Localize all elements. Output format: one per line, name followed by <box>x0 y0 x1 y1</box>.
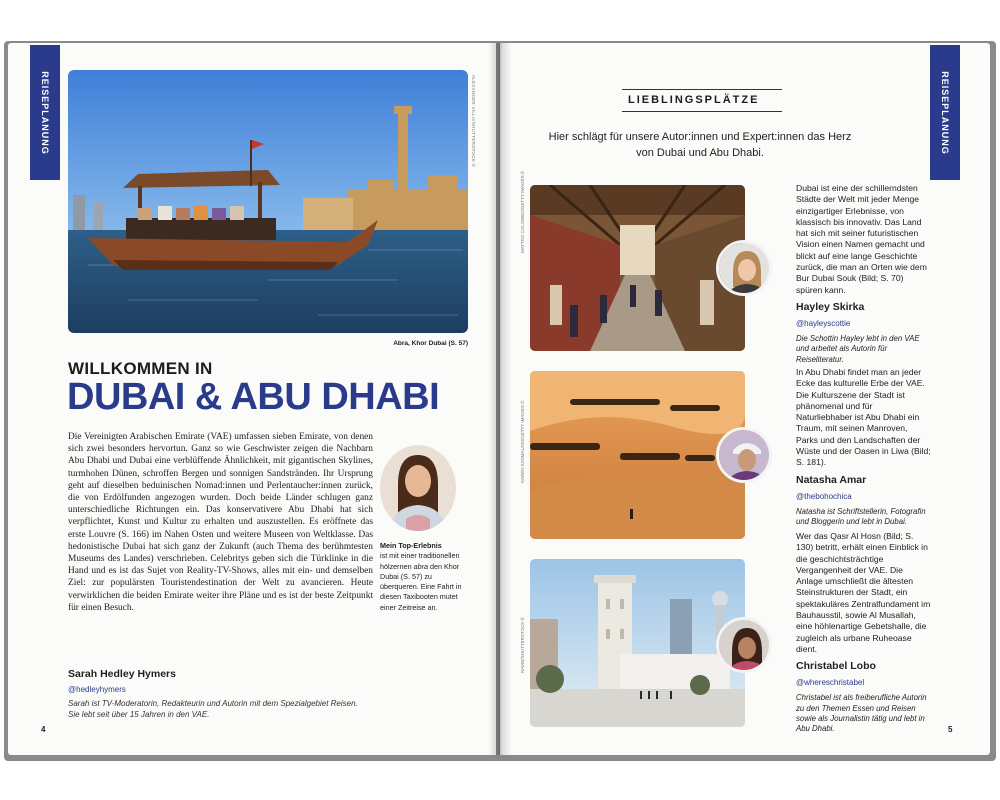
entry-name: Christabel Lobo <box>796 660 876 673</box>
top-experience-text-em: abra <box>413 561 428 571</box>
entry-bio: Christabel ist als freiberufliche Autorin zu den Themen Essen und Reisen sowie als Journalistin tätig und lebt in Abu Dhabi. <box>796 693 927 734</box>
hero-photo-abra-boat <box>68 70 468 333</box>
photo-credit-2: KAREN KASMAUSKI/GETTY IMAGES © <box>520 400 525 483</box>
entry-handle[interactable]: @thebohochica <box>796 491 852 501</box>
photo-credit-3: NAVIN/SHUTTERSTOCK © <box>520 617 525 673</box>
top-experience-box <box>380 541 472 613</box>
entry-natasha <box>796 367 931 527</box>
author-handle[interactable]: @hedleyhymers <box>68 685 126 694</box>
avatar-natasha <box>716 427 772 483</box>
photo-credit-1: MATTEO COLOMBO/GETTY IMAGES © <box>520 170 525 253</box>
entry-christabel <box>796 531 931 734</box>
entry-text: Wer das Qasr Al Hosn (Bild; S. 130) betritt, erhält einen Einblick in die geschichtsträchtige Vergangenheit der VAE. Die Anlage umschließt die ältesten Steinstrukturen der Stadt, ein spektakuläres Zentralfundament im Bauhausstil, sowie Al Musallah, eine höhlenartige Gebetshalle, die zugleich als urbane Ruheoase dient. <box>796 531 931 654</box>
book-gutter <box>488 43 512 755</box>
entry-name: Natasha Amar <box>796 473 867 486</box>
section-title: LIEBLINGSPLÄTZE <box>628 94 760 106</box>
page-kicker: WILLKOMMEN IN <box>68 359 213 378</box>
hero-caption: Abra, Khor Dubai (S. 57) <box>393 340 468 347</box>
photo-qasr-al-hosn <box>530 559 745 727</box>
section-tab-left: REISEPLANUNG <box>30 45 60 180</box>
top-experience-heading: Mein Top-Erlebnis <box>380 541 442 550</box>
section-subtitle: Hier schlägt für unsere Autor:innen und Expert:innen das Herz von Dubai und Abu Dhabi. <box>548 131 852 159</box>
section-tab-right: REISEPLANUNG <box>930 45 960 180</box>
photo-liwa-desert <box>530 371 745 539</box>
top-experience-text-1: ist mit einer traditionellen hölzernen <box>380 551 460 571</box>
entry-bio: Natasha ist Schriftstellerin, Fotografin und Bloggerin und lebt in Dubai. <box>796 506 926 526</box>
title-rule-top <box>622 89 782 90</box>
entry-name: Hayley Skirka <box>796 300 865 313</box>
right-page <box>500 43 990 755</box>
author-bio: Sarah ist TV-Moderatorin, Redakteurin und Autorin mit dem Spezialgebiet Reisen. Sie lebt seit über 15 Jahren in den VAE. <box>68 699 358 719</box>
title-rule-bottom <box>622 111 782 112</box>
author-block <box>68 668 368 720</box>
photo-bur-dubai-souk <box>530 185 745 351</box>
intro-paragraph: Die Vereinigten Arabischen Emirate (VAE) umfassen sieben Emirate, von denen sich zwei besonders hervortun. Ganz so wie Geschwister zeigen die Nachbarn Abu Dhabi und Dubai eine verblüffende Ähnlichkeit, mit gigantischen Skylines, turmhohen Dünen, schroffen Bergen und sonnigen Sandstränden. Ihr Ursprung geht auf dieselben beduinischen Nomad:innen und Perlentaucher:innen zurück, die von Erdölfunden angezogen wurden. Doch beide Länder schlugen ganz unterschiedliche Richtungen ein. Das konservativere Abu Dhabi hat sich verpflichtet, Kunst und Kultur zu erhalten und auszustellen. Es eröffnete das erste Louvre (S. 166) im Nahen Osten und weitere Museen von Weltklasse. Das hedonistische Dubai hat sich ganz der Zukunft (auch Thema des berühmtesten Museums des Landes) verschrieben. Celebritys geben sich die Türklinke in die Hand und es ist das Sujet von Reality-TV-Shows, alles mit ein- und demselben Ziel: zur populärsten Touristendestination der Welt zu avancieren. Heute verwirklichen die beiden Emirate weiter ihre Pläne und es ist der beste Zeitpunkt für einen Besuch. <box>68 432 373 613</box>
entry-text: Dubai ist eine der schillerndsten Städte der Welt mit jeder Menge einzigartiger Erlebnisse, von klassisch bis innovativ. Das Land hat sich mit seiner futuristischen Vision einen Namen gemacht und blickt auf eine lange Geschichte zurück, die man an Orten wie dem Bur Dubai Souk (Bild; S. 70) spüren kann. <box>796 183 927 295</box>
entry-text: In Abu Dhabi findet man an jeder Ecke das kulturelle Erbe der VAE. Die Kulturszene der Stadt ist phänomenal und für Naturliebhaber ist Abu Dhabi ein Traum, mit seinen Manroven, Parks und den Landschaften der Wüste und der Oasen in Liwa (Bild; S. 181). <box>796 367 931 468</box>
page-number-right: 5 <box>948 725 953 734</box>
page-title: DUBAI & ABU DHABI <box>67 376 440 418</box>
top-experience-text-2: den Khor Dubai (S. 57) zu überqueren. Eine Fahrt in diesen Taxibooten mutet einer Zeitreise an. <box>380 561 462 612</box>
entry-handle[interactable]: @hayleyscottie <box>796 318 851 328</box>
avatar-hayley <box>716 240 772 296</box>
page-number-left: 4 <box>41 725 46 734</box>
entry-bio: Die Schottin Hayley lebt in den VAE und arbeitet als Autorin für Reiseliteratur. <box>796 333 920 364</box>
author-name: Sarah Hedley Hymers <box>68 668 176 680</box>
avatar-christabel <box>716 617 772 673</box>
entry-hayley <box>796 183 931 365</box>
entry-handle[interactable]: @whereschristabel <box>796 678 865 688</box>
author-portrait-sarah <box>380 445 456 531</box>
left-page <box>8 43 496 755</box>
hero-photo-credit: ALEXANDER VILLA/SHUTTERSTOCK © <box>471 75 476 168</box>
